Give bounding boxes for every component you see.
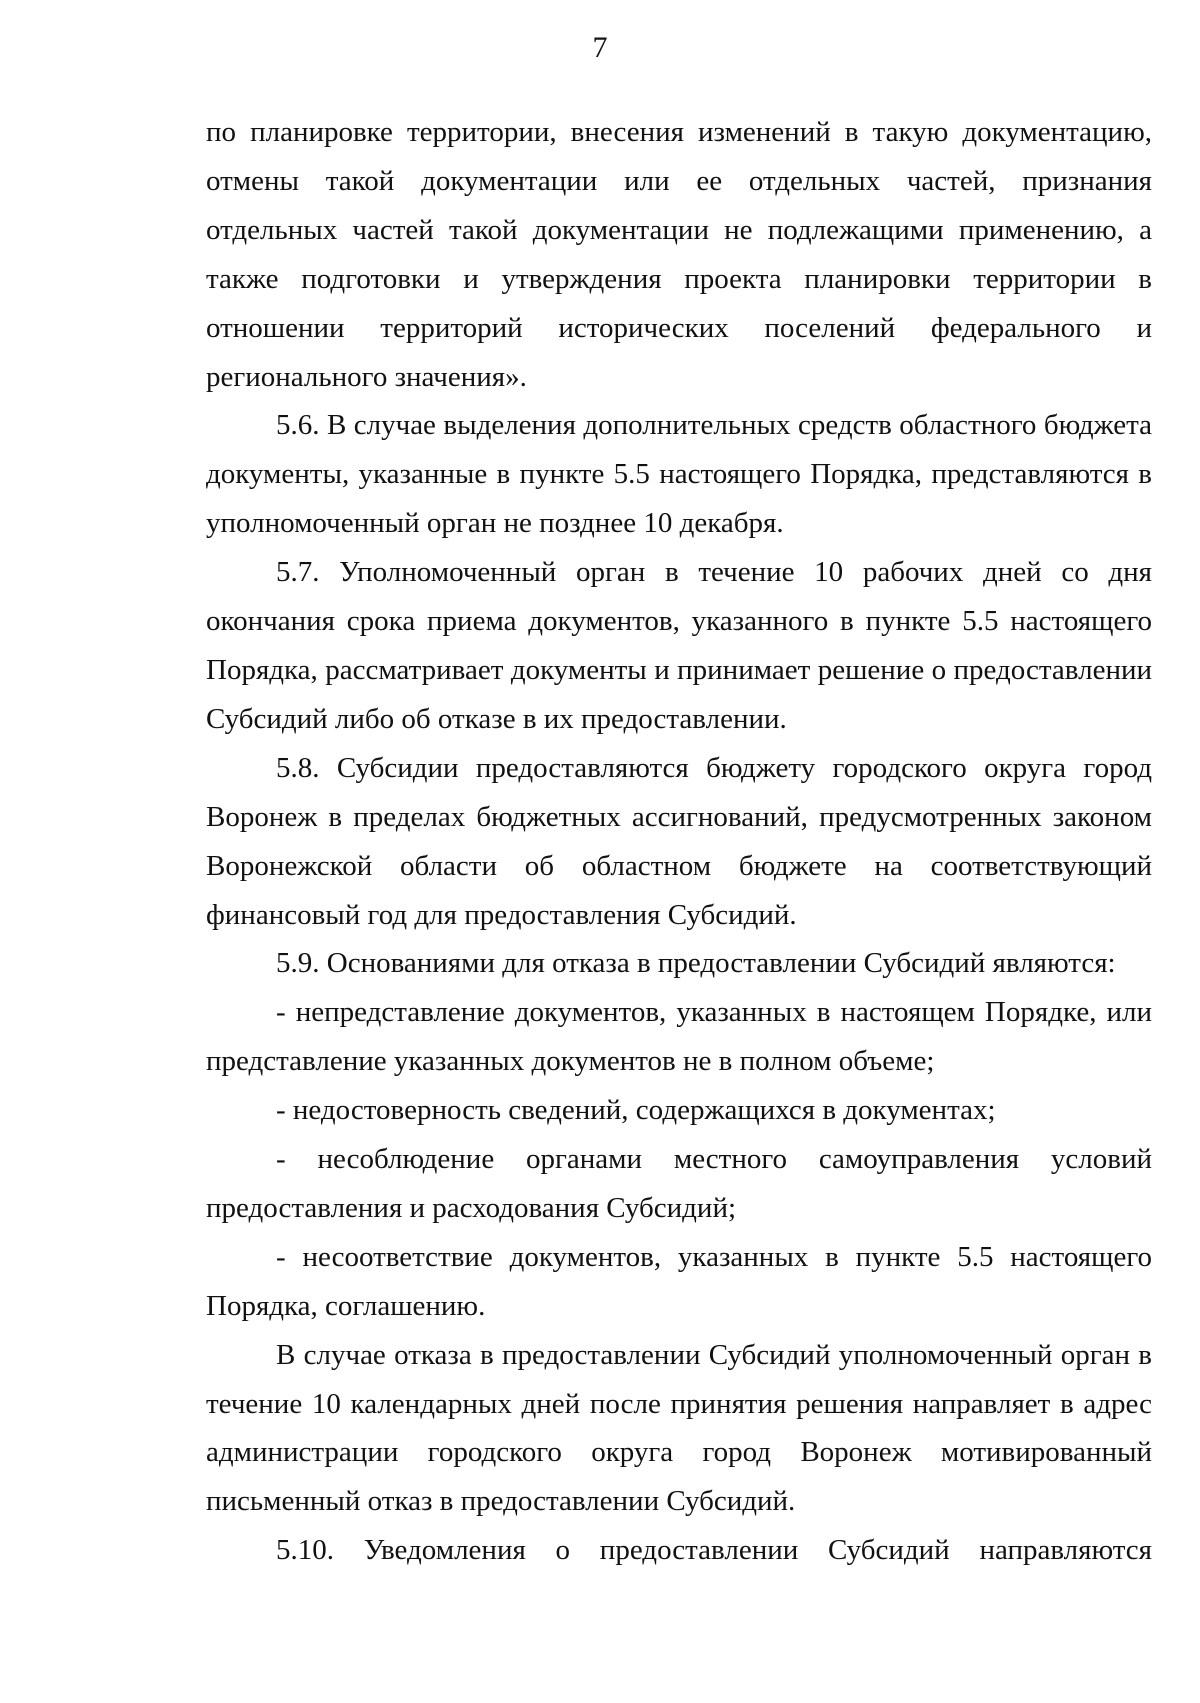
paragraph-5-9: 5.9. Основаниями для отказа в предоставлении Субсидий являются:: [276, 947, 1116, 980]
list-item: - непредставление документов, указанных в настоящем Порядке, или представление указанных документов не в полном объеме;: [206, 996, 1152, 1078]
document-body: [206, 108, 1152, 1575]
list-item: - недостоверность сведений, содержащихся в документах;: [276, 1094, 996, 1127]
paragraph-5-8: 5.8. Субсидии предоставляются бюджету городского округа город Воронеж в пределах бюджетных ассигнований, предусмотренных законом Воронежской области об областном бюджете на соответствующий финансовый год для предоставления Субсидий.: [206, 751, 1152, 931]
paragraph-refusal: В случае отказа в предоставлении Субсидий уполномоченный орган в течение 10 календарных дней после принятия решения направляет в адрес администрации городского округа город Воронеж мотивированный письменный отказ в предоставлении Субсидий.: [206, 1338, 1152, 1518]
list-item: - несоблюдение органами местного самоуправления условий предоставления и расходования Субсидий;: [206, 1143, 1152, 1224]
paragraph-5-7: 5.7. Уполномоченный орган в течение 10 рабочих дней со дня окончания срока приема документов, указанного в пункте 5.5 настоящего Порядка, рассматривает документы и принимает решение о предоставлении Субсидий либо об отказе в их предоставлении.: [206, 556, 1152, 735]
list-item: - несоответствие документов, указанных в пункте 5.5 настоящего Порядка, соглашению.: [206, 1240, 1152, 1322]
paragraph-continuation: по планировке территории, внесения изменений в такую документацию, отмены такой документации или ее отдельных частей, признания отдельных частей такой документации не подлежащими применению, а также подготовки и утверждения проекта планировки территории в отношении территорий исторических поселений федерального и регионального значения».: [206, 116, 1152, 393]
page-number: 7: [592, 31, 608, 64]
paragraph-5-10: 5.10. Уведомления о предоставлении Субсидий направляются: [276, 1534, 1152, 1567]
paragraph-5-6: 5.6. В случае выделения дополнительных средств областного бюджета документы, указанные в пункте 5.5 настоящего Порядка, представляются в уполномоченный орган не позднее 10 декабря.: [206, 409, 1152, 540]
